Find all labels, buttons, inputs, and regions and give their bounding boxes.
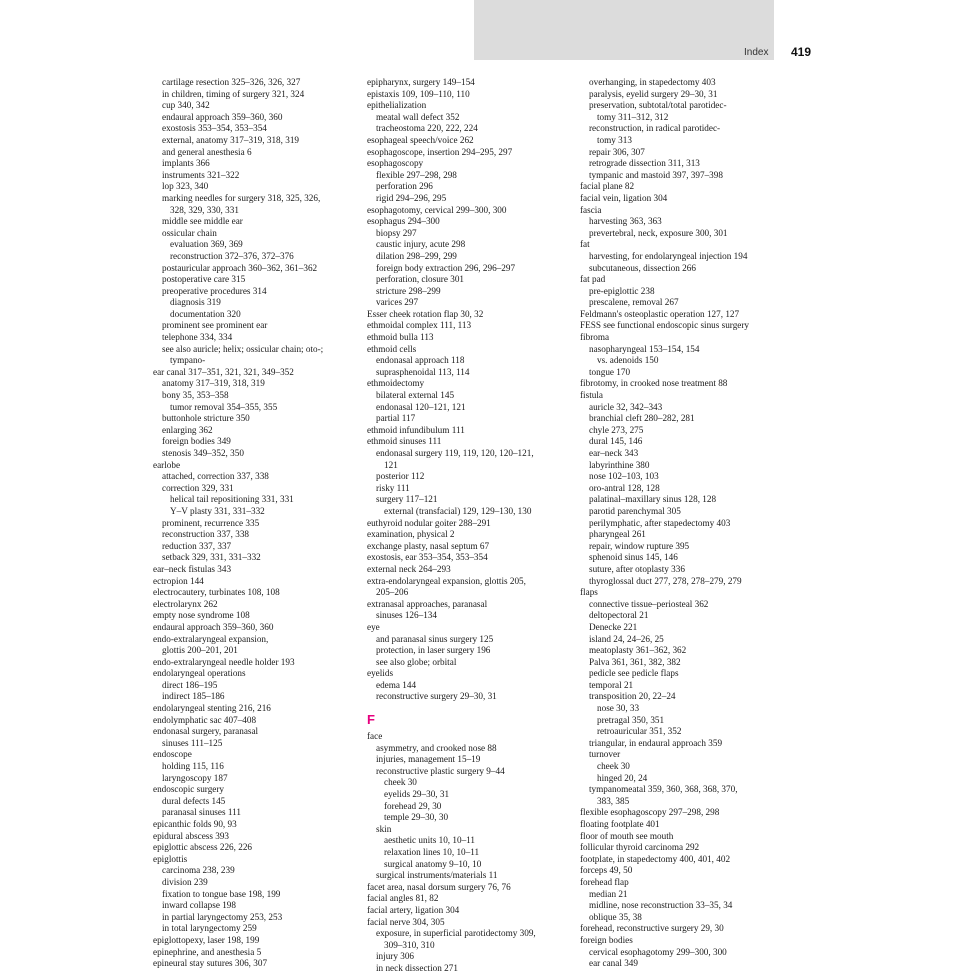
index-entry: prevertebral, neck, exposure 300, 301 — [589, 227, 728, 238]
index-entry: examination, physical 2 — [367, 529, 455, 540]
index-entry: fibroma — [580, 332, 610, 343]
index-entry: fixation to tongue base 198, 199 — [162, 888, 281, 899]
index-entry: facial artery, ligation 304 — [367, 904, 460, 915]
index-entry: documentation 320 — [170, 308, 241, 319]
running-header-section: Index — [744, 47, 769, 58]
index-entry: 309–310, 310 — [384, 939, 435, 950]
index-entry: electrocautery, turbinates 108, 108 — [153, 587, 280, 598]
index-entry: deltopectoral 21 — [589, 610, 649, 621]
index-entry: evaluation 369, 369 — [170, 239, 243, 250]
index-entry: esophagoscope, insertion 294–295, 297 — [367, 146, 513, 157]
index-entry: glottis 200–201, 201 — [162, 645, 238, 656]
index-entry: reconstruction 372–376, 372–376 — [170, 250, 294, 261]
index-entry: skin — [376, 823, 392, 834]
index-entry: temple 29–30, 30 — [384, 812, 449, 823]
index-entry: endoscope — [153, 749, 192, 760]
index-entry: reconstructive plastic surgery 9–44 — [376, 765, 505, 776]
index-entry: labyrinthine 380 — [589, 459, 650, 470]
index-entry: endolymphatic sac 407–408 — [153, 714, 257, 725]
index-entry: forceps 49, 50 — [580, 865, 633, 876]
index-entry: foreign bodies — [580, 934, 633, 945]
index-entry: 121 — [384, 459, 398, 470]
index-entry: endoscopic surgery — [153, 784, 225, 795]
index-entry: epicanthic folds 90, 93 — [153, 819, 237, 829]
index-entry: injury 306 — [376, 951, 415, 962]
index-entry: cheek 30 — [384, 777, 417, 788]
index-entry: forehead 29, 30 — [384, 800, 442, 811]
index-entry: exostosis 353–354, 353–354 — [162, 123, 267, 134]
index-entry: cup 340, 342 — [162, 100, 210, 111]
index-entry: empty nose syndrome 108 — [153, 610, 250, 621]
index-entry: Denecke 221 — [589, 621, 638, 632]
index-entry: surgical anatomy 9–10, 10 — [384, 858, 482, 869]
index-entry: lop 323, 340 — [162, 181, 209, 192]
index-entry: ethmoid infundibulum 111 — [367, 424, 465, 435]
index-entry: extra-endolaryngeal expansion, glottis 205, — [367, 575, 526, 586]
index-entry: paralysis, eyelid surgery 29–30, 31 — [589, 88, 718, 99]
index-entry: esophagus 294–300 — [367, 216, 440, 227]
index-entry: repair 306, 307 — [589, 146, 645, 157]
index-entry: indirect 185–186 — [162, 691, 225, 702]
index-entry: anatomy 317–319, 318, 319 — [162, 378, 265, 389]
index-entry: facial nerve 304, 305 — [367, 916, 445, 927]
index-entry: flexible 297–298, 298 — [376, 169, 457, 180]
index-entry: flexible esophagoscopy 297–298, 298 — [580, 807, 720, 818]
header-band — [474, 0, 774, 60]
index-entry: external neck 264–293 — [367, 563, 451, 574]
index-entry: esophageal speech/voice 262 — [367, 134, 474, 145]
index-entry: ethmoid sinuses 111 — [367, 436, 442, 447]
index-entry: epineural stay sutures 306, 307 — [153, 958, 268, 969]
index-entry: euthyroid nodular goiter 288–291 — [367, 517, 491, 528]
index-entry: tongue 170 — [589, 366, 631, 377]
index-entry: Y–V plasty 331, 331–332 — [170, 505, 265, 516]
index-entry: eyelids 29–30, 31 — [384, 789, 450, 800]
index-entry: endaural approach 359–360, 360 — [153, 621, 274, 632]
index-entry: meatal wall defect 352 — [376, 111, 460, 122]
index-entry: pedicle see pedicle flaps — [589, 668, 679, 679]
index-entry: transposition 20, 22–24 — [589, 691, 676, 702]
index-entry: injuries, management 15–19 — [376, 754, 481, 765]
page-number: 419 — [791, 45, 812, 59]
index-entry: aesthetic units 10, 10–11 — [384, 835, 476, 846]
index-entry: external, anatomy 317–319, 318, 319 — [162, 134, 300, 145]
index-entry: external (transfacial) 129, 129–130, 130 — [384, 505, 532, 516]
index-entry: telephone 334, 334 — [162, 332, 233, 343]
index-entry: caustic injury, acute 298 — [376, 239, 466, 250]
index-entry: fibrotomy, in crooked nose treatment 88 — [580, 378, 728, 389]
index-entry: biopsy 297 — [376, 227, 417, 238]
index-entry: dural 145, 146 — [589, 436, 643, 447]
index-entry: endonasal 120–121, 121 — [376, 401, 466, 412]
index-entry: helical tail repositioning 331, 331 — [170, 494, 294, 505]
index-entry: nose 30, 33 — [597, 703, 640, 714]
index-entry: overhanging, in stapedectomy 403 — [589, 77, 716, 87]
index-entry: endonasal surgery 119, 119, 120, 120–121, — [376, 448, 534, 458]
index-entry: Esser cheek rotation flap 30, 32 — [367, 308, 484, 319]
index-entry: perilymphatic, after stapedectomy 403 — [589, 517, 731, 528]
index-entry: marking needles for surgery 318, 325, 326, — [162, 192, 321, 203]
index-entry: bony 35, 353–358 — [162, 390, 229, 401]
index-entry: ear canal 317–351, 321, 321, 349–352 — [153, 366, 294, 377]
index-entry: Feldmann's osteoplastic operation 127, 127 — [580, 308, 740, 319]
index-entry: electrolarynx 262 — [153, 598, 218, 609]
index-entry: fascia — [580, 204, 602, 215]
index-entry: in children, timing of surgery 321, 324 — [162, 88, 305, 99]
index-entry: see also auricle; helix; ossicular chain; oto-; — [162, 343, 324, 354]
index-entry: edema 144 — [376, 679, 417, 690]
index-entry: postauricular approach 360–362, 361–362 — [162, 262, 318, 273]
index-entry: ear–neck fistulas 343 — [153, 563, 232, 574]
index-entry: thyroglossal duct 277, 278, 278–279, 279 — [589, 575, 742, 586]
index-entry: hinged 20, 24 — [597, 772, 648, 783]
index-entry: endolaryngeal operations — [153, 668, 246, 679]
index-entry: Palva 361, 361, 382, 382 — [589, 656, 681, 667]
index-entry: face — [367, 731, 383, 742]
index-entry: attached, correction 337, 338 — [162, 471, 269, 482]
index-entry: diagnosis 319 — [170, 297, 221, 308]
index-entry: harvesting, for endolaryngeal injection 194 — [589, 250, 748, 261]
index-entry: island 24, 24–26, 25 — [589, 633, 664, 644]
index-entry: turnover — [589, 749, 621, 760]
index-entry: palatinal–maxillary sinus 128, 128 — [589, 494, 717, 505]
index-entry: ethmoidal complex 111, 113 — [367, 320, 472, 331]
index-entry: asymmetry, and crooked nose 88 — [376, 742, 497, 753]
index-entry: postoperative care 315 — [162, 274, 246, 285]
index-entry: ethmoidectomy — [367, 378, 425, 389]
index-column-3 — [580, 77, 795, 970]
index-entry: dilation 298–299, 299 — [376, 250, 457, 261]
index-entry: cartilage resection 325–326, 326, 327 — [162, 77, 301, 87]
index-entry: cervical esophagotomy 299–300, 300 — [589, 946, 727, 957]
index-entry: auricle 32, 342–343 — [589, 401, 663, 412]
index-column-1 — [153, 77, 368, 970]
index-entry: tympanomeatal 359, 360, 368, 368, 370, — [589, 784, 738, 795]
index-entry: holding 115, 116 — [162, 761, 224, 772]
index-entry: facial plane 82 — [580, 181, 635, 192]
index-entry: oblique 35, 38 — [589, 911, 642, 922]
index-entry: perforation 296 — [376, 181, 433, 192]
index-entry: buttonhole stricture 350 — [162, 413, 250, 424]
index-entry: inward collapse 198 — [162, 900, 236, 911]
index-entry: forehead flap — [580, 876, 629, 887]
index-entry: epithelialization — [367, 100, 427, 111]
index-entry: endaural approach 359–360, 360 — [162, 111, 283, 122]
index-entry: epidural abscess 393 — [153, 830, 230, 841]
index-entry: surgery 117–121 — [376, 494, 438, 505]
index-entry: parotid parenchymal 305 — [589, 505, 681, 516]
index-entry: nasopharyngeal 153–154, 154 — [589, 343, 700, 354]
index-entry: stricture 298–299 — [376, 285, 441, 296]
index-entry: varices 297 — [376, 297, 419, 308]
index-entry: eyelids — [367, 668, 394, 679]
index-entry: flaps — [580, 587, 598, 598]
index-entry: preoperative procedures 314 — [162, 285, 267, 296]
index-entry: prescalene, removal 267 — [589, 297, 679, 308]
index-entry: exostosis, ear 353–354, 353–354 — [367, 552, 488, 563]
index-entry: surgical instruments/materials 11 — [376, 870, 498, 881]
index-entry: epistaxis 109, 109–110, 110 — [367, 88, 470, 99]
index-entry: posterior 112 — [376, 471, 425, 482]
index-entry: epipharynx, surgery 149–154 — [367, 77, 475, 87]
index-entry: direct 186–195 — [162, 679, 218, 690]
index-entry: fat — [580, 239, 590, 250]
index-entry: foreign body extraction 296, 296–297 — [376, 262, 516, 273]
index-entry: cheek 30 — [597, 761, 630, 772]
index-entry: suture, after otoplasty 336 — [589, 563, 685, 574]
index-entry: floor of mouth see mouth — [580, 830, 674, 841]
index-entry: 328, 329, 330, 331 — [170, 204, 239, 215]
index-entry: sphenoid sinus 145, 146 — [589, 552, 678, 563]
index-entry: oro-antral 128, 128 — [589, 482, 660, 493]
index-entry: laryngoscopy 187 — [162, 772, 228, 783]
index-entry: endo-extralaryngeal needle holder 193 — [153, 656, 295, 667]
index-entry: midline, nose reconstruction 33–35, 34 — [589, 900, 733, 911]
index-entry: tomy 311–312, 312 — [597, 111, 669, 122]
index-entry: epiglottis — [153, 853, 188, 864]
index-entry: enlarging 362 — [162, 424, 213, 435]
index-entry: nose 102–103, 103 — [589, 471, 659, 482]
index-entry: middle see middle ear — [162, 216, 243, 227]
index-entry: epiglottic abscess 226, 226 — [153, 842, 253, 853]
index-entry: setback 329, 331, 331–332 — [162, 552, 261, 563]
index-entry: endolaryngeal stenting 216, 216 — [153, 703, 271, 714]
index-entry: tomy 313 — [597, 134, 632, 145]
index-entry: pre-epiglottic 238 — [589, 285, 655, 296]
section-letter: F — [367, 712, 375, 728]
index-entry: extranasal approaches, paranasal — [367, 598, 488, 609]
index-entry: in partial laryngectomy 253, 253 — [162, 911, 283, 922]
index-entry: chyle 273, 275 — [589, 424, 644, 435]
index-entry: stenosis 349–352, 350 — [162, 448, 244, 458]
index-entry: carcinoma 238, 239 — [162, 865, 235, 876]
index-entry: footplate, in stapedectomy 400, 401, 402 — [580, 853, 731, 864]
index-entry: earlobe — [153, 459, 181, 470]
index-entry: ear–neck 343 — [589, 448, 639, 458]
index-entry: sinuses 111–125 — [162, 737, 223, 748]
index-entry: epiglottopexy, laser 198, 199 — [153, 934, 260, 945]
index-entry: endonasal approach 118 — [376, 355, 465, 366]
index-entry: reconstruction 337, 338 — [162, 529, 250, 540]
index-entry: temporal 21 — [589, 679, 634, 690]
index-entry: partial 117 — [376, 413, 416, 424]
index-entry: reduction 337, 337 — [162, 540, 232, 551]
index-entry: forehead, reconstructive surgery 29, 30 — [580, 923, 724, 934]
index-entry: facet area, nasal dorsum surgery 76, 76 — [367, 881, 511, 892]
index-entry: branchial cleft 280–282, 281 — [589, 413, 695, 424]
index-entry: perforation, closure 301 — [376, 274, 465, 285]
index-entry: ethmoid cells — [367, 343, 417, 354]
index-entry: follicular thyroid carcinoma 292 — [580, 842, 700, 853]
index-entry: risky 111 — [376, 482, 410, 493]
index-entry: ectropion 144 — [153, 575, 204, 586]
index-entry: reconstruction, in radical parotidec- — [589, 123, 721, 134]
index-entry: reconstructive surgery 29–30, 31 — [376, 691, 497, 702]
index-column-2 — [367, 77, 582, 975]
index-entry: subcutaneous, dissection 266 — [589, 262, 696, 273]
index-entry: repair, window rupture 395 — [589, 540, 690, 551]
index-entry: meatoplasty 361–362, 362 — [589, 645, 687, 656]
index-entry: esophagoscopy — [367, 158, 424, 169]
index-entry: exposure, in superficial parotidectomy 309, — [376, 928, 536, 939]
index-entry: ethmoid bulla 113 — [367, 332, 434, 343]
index-entry: ear canal 349 — [589, 958, 638, 969]
index-entry: harvesting 363, 363 — [589, 216, 662, 227]
index-entry: 383, 385 — [597, 795, 630, 806]
index-entry: sinuses 126–134 — [376, 610, 437, 621]
index-entry: endo-extralaryngeal expansion, — [153, 633, 269, 644]
index-entry: tumor removal 354–355, 355 — [170, 401, 278, 412]
index-entry: facial vein, ligation 304 — [580, 192, 668, 203]
index-entry: ossicular chain — [162, 227, 217, 238]
index-entry: tympanic and mastoid 397, 397–398 — [589, 169, 723, 180]
index-entry: paranasal sinuses 111 — [162, 807, 241, 818]
index-entry: endonasal surgery, paranasal — [153, 726, 259, 737]
index-entry: epinephrine, and anesthesia 5 — [153, 946, 262, 957]
index-entry: instruments 321–322 — [162, 169, 240, 180]
index-entry: FESS see functional endoscopic sinus surgery — [580, 320, 750, 331]
index-entry: 205–206 — [376, 587, 409, 598]
index-entry: suprasphenoidal 113, 114 — [376, 366, 470, 377]
index-entry: tracheostoma 220, 222, 224 — [376, 123, 478, 134]
index-entry: pharyngeal 261 — [589, 529, 646, 540]
index-entry: facial angles 81, 82 — [367, 893, 439, 904]
index-entry: floating footplate 401 — [580, 819, 660, 829]
index-entry: prominent, recurrence 335 — [162, 517, 260, 528]
index-entry: triangular, in endaural approach 359 — [589, 737, 723, 748]
index-entry: connective tissue–periosteal 362 — [589, 598, 709, 609]
index-entry: foreign bodies 349 — [162, 436, 231, 447]
index-entry: and paranasal sinus surgery 125 — [376, 633, 494, 644]
index-entry: in neck dissection 271 — [376, 962, 458, 973]
index-entry: tympano- — [170, 355, 206, 366]
index-entry: preservation, subtotal/total parotidec- — [589, 100, 727, 111]
index-entry: eye — [367, 621, 380, 632]
index-entry: relaxation lines 10, 10–11 — [384, 847, 480, 857]
index-entry: bilateral external 145 — [376, 390, 455, 401]
index-entry: implants 366 — [162, 158, 210, 169]
index-entry: see also globe; orbital — [376, 656, 457, 667]
index-entry: fistula — [580, 390, 603, 401]
index-entry: retroauricular 351, 352 — [597, 726, 682, 737]
index-entry: rigid 294–296, 295 — [376, 192, 447, 203]
index-entry: and general anesthesia 6 — [162, 146, 252, 157]
index-entry: protection, in laser surgery 196 — [376, 645, 491, 656]
index-entry: median 21 — [589, 888, 628, 899]
index-entry: retrograde dissection 311, 313 — [589, 158, 700, 169]
index-entry: prominent see prominent ear — [162, 320, 268, 331]
index-entry: division 239 — [162, 876, 208, 887]
index-entry: fat pad — [580, 274, 606, 285]
index-entry: pretragal 350, 351 — [597, 714, 665, 725]
index-entry: correction 329, 331 — [162, 482, 234, 493]
index-entry: vs. adenoids 150 — [597, 355, 659, 366]
index-entry: in total laryngectomy 259 — [162, 923, 257, 934]
index-entry: exchange plasty, nasal septum 67 — [367, 540, 490, 551]
index-entry: dural defects 145 — [162, 795, 226, 806]
index-entry: esophagotomy, cervical 299–300, 300 — [367, 204, 507, 215]
